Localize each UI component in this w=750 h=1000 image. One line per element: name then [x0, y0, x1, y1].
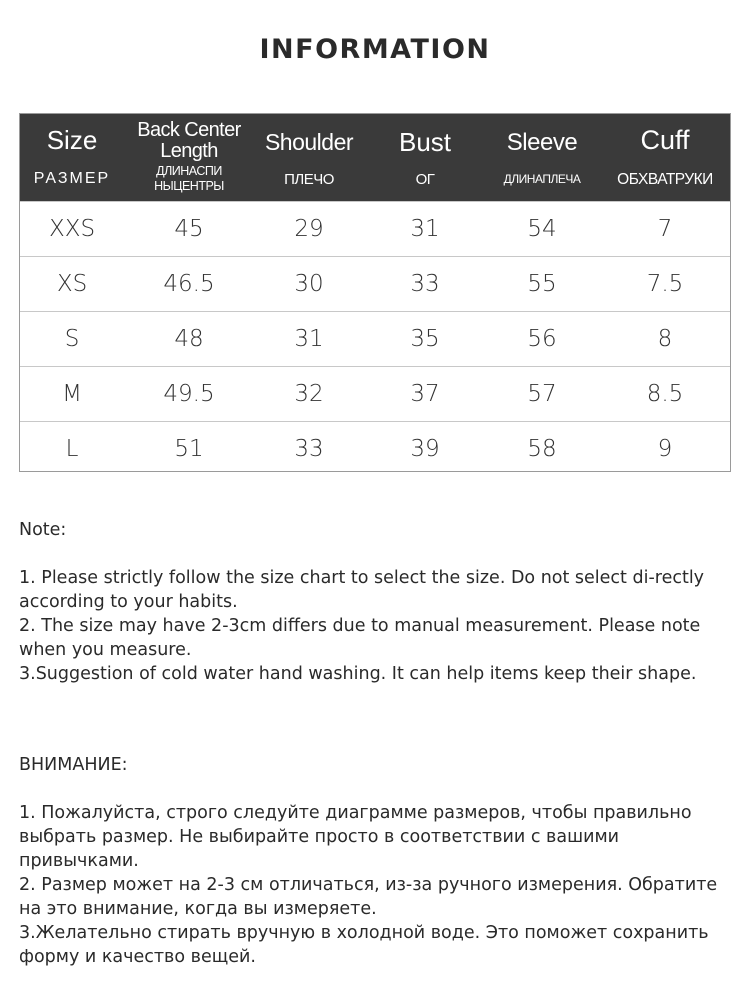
header-sleeve-label: Sleeve	[506, 129, 578, 156]
note-item: 2. Размер может на 2-3 см отличаться, из-за ручного измерения. Обратите на это внимание, когда вы измеряете.	[19, 875, 718, 919]
cell-back-center-length: 48	[174, 326, 204, 352]
header-size-sublabel: РАЗМЕР	[33, 170, 111, 187]
cell-back-center-length: 51	[174, 436, 204, 462]
cell-cuff: 7.5	[646, 271, 684, 297]
cell-size: M	[62, 381, 82, 407]
header-shoulder-sublabel: ПЛЕЧО	[284, 171, 334, 188]
cell-shoulder: 29	[294, 216, 324, 242]
cell-shoulder: 32	[294, 381, 324, 407]
header-shoulder-label: Shoulder	[264, 129, 354, 155]
header-back-center-length-sublabel: ДЛИНАСПИ НЫЦЕНТРЫ	[154, 164, 224, 193]
cell-size: S	[64, 326, 80, 352]
cell-back-center-length: 46.5	[163, 271, 215, 297]
note-item: 2. The size may have 2-3cm differs due to manual measurement. Please note when you measure.	[19, 616, 701, 660]
note-english	[19, 518, 731, 686]
cell-bust: 37	[410, 381, 440, 407]
cell-cuff: 9	[657, 436, 673, 462]
table-row	[20, 201, 730, 256]
header-bust-sublabel: ОГ	[415, 171, 435, 188]
cell-back-center-length: 45	[174, 216, 204, 242]
header-cuff-sublabel: ОБХВАТРУКИ	[617, 171, 713, 188]
table-row	[20, 421, 730, 476]
cell-bust: 33	[410, 271, 440, 297]
note-heading: ВНИМАНИЕ:	[19, 755, 128, 775]
header-cuff-label: Cuff	[640, 125, 690, 155]
cell-size: XS	[56, 271, 88, 297]
cell-shoulder: 33	[294, 436, 324, 462]
cell-bust: 31	[410, 216, 440, 242]
header-sleeve	[484, 114, 600, 201]
size-chart-table	[19, 113, 731, 472]
cell-cuff: 7	[657, 216, 673, 242]
note-item: 3.Suggestion of cold water hand washing. It can help items keep their shape.	[19, 664, 697, 684]
note-heading: Note:	[19, 520, 67, 540]
header-size	[20, 114, 124, 201]
cell-sleeve: 54	[527, 216, 557, 242]
cell-sleeve: 57	[527, 381, 557, 407]
note-item: 1. Пожалуйста, строго следуйте диаграмме размеров, чтобы правильно выбрать размер. Не выбирайте просто в соответствии с вашими привычками.	[19, 803, 692, 871]
cell-back-center-length: 49.5	[163, 381, 215, 407]
table-row	[20, 366, 730, 421]
header-size-label: Size	[46, 125, 98, 155]
cell-sleeve: 58	[527, 436, 557, 462]
cell-bust: 39	[410, 436, 440, 462]
cell-size: XXS	[48, 216, 96, 242]
note-russian	[19, 753, 731, 969]
header-back-center-length	[126, 114, 252, 201]
cell-bust: 35	[410, 326, 440, 352]
cell-sleeve: 56	[527, 326, 557, 352]
page-title: INFORMATION	[259, 34, 491, 65]
cell-shoulder: 30	[294, 271, 324, 297]
cell-shoulder: 31	[294, 326, 324, 352]
cell-sleeve: 55	[527, 271, 557, 297]
cell-size: L	[65, 436, 79, 462]
table-header	[20, 114, 730, 201]
cell-cuff: 8.5	[646, 381, 684, 407]
header-bust-label: Bust	[398, 127, 452, 157]
header-cuff	[600, 114, 730, 201]
cell-cuff: 8	[657, 326, 673, 352]
table-row	[20, 311, 730, 366]
note-item: 1. Please strictly follow the size chart to select the size. Do not select di-rectly according to your habits.	[19, 568, 705, 612]
header-shoulder	[252, 114, 366, 201]
header-back-center-length-label: Back Center Length	[137, 119, 241, 162]
header-bust	[366, 114, 484, 201]
table-row	[20, 256, 730, 311]
note-item: 3.Желательно стирать вручную в холодной воде. Это поможет сохранить форму и качество вещей.	[19, 923, 709, 967]
header-sleeve-sublabel: ДЛИНАПЛЕЧА	[503, 172, 581, 186]
